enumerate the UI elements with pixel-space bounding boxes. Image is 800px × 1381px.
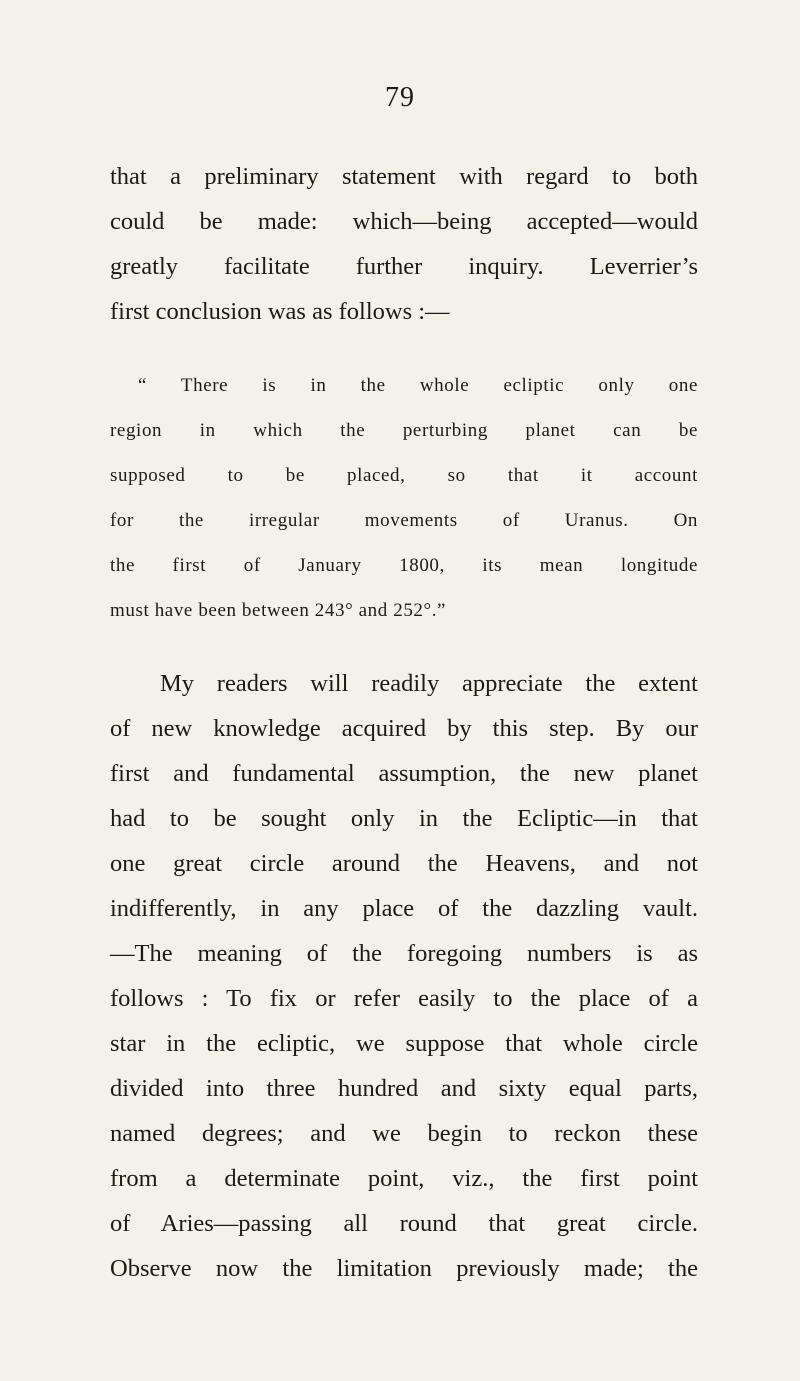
text-line: could be made: which—being accepted—would <box>110 208 698 235</box>
text-line: My readers will readily appreciate the extent <box>160 670 698 697</box>
text-line: indifferently, in any place of the dazzling vault. <box>110 895 698 922</box>
quote-line: for the irregular movements of Uranus. On <box>110 510 698 531</box>
text-line: one great circle around the Heavens, and not <box>110 850 698 877</box>
text-line: of Aries—passing all round that great circle. <box>110 1210 698 1237</box>
page-number: 79 <box>385 82 415 113</box>
text-line: first conclusion was as follows :— <box>110 298 450 325</box>
text-line: from a determinate point, viz., the first point <box>110 1165 698 1192</box>
text-line: greatly facilitate further inquiry. Leverrier’s <box>110 253 698 280</box>
text-line: named degrees; and we begin to reckon these <box>110 1120 698 1147</box>
quote-line: the first of January 1800, its mean longitude <box>110 555 698 576</box>
text-line: Observe now the limitation previously made; the <box>110 1255 698 1282</box>
text-line: —The meaning of the foregoing numbers is as <box>110 940 698 967</box>
text-line: that a preliminary statement with regard to both <box>110 163 698 190</box>
quote-line: region in which the perturbing planet can be <box>110 420 698 441</box>
text-line: divided into three hundred and sixty equal parts, <box>110 1075 698 1102</box>
quote-line: supposed to be placed, so that it account <box>110 465 698 486</box>
text-line: star in the ecliptic, we suppose that whole circle <box>110 1030 698 1057</box>
quote-line: “ There is in the whole ecliptic only one <box>138 375 698 396</box>
quote-line: must have been between 243° and 252°.” <box>110 600 447 621</box>
text-line: first and fundamental assumption, the new planet <box>110 760 698 787</box>
text-line: follows : To fix or refer easily to the place of a <box>110 985 698 1012</box>
text-line: had to be sought only in the Ecliptic—in that <box>110 805 698 832</box>
text-line: of new knowledge acquired by this step. By our <box>110 715 698 742</box>
